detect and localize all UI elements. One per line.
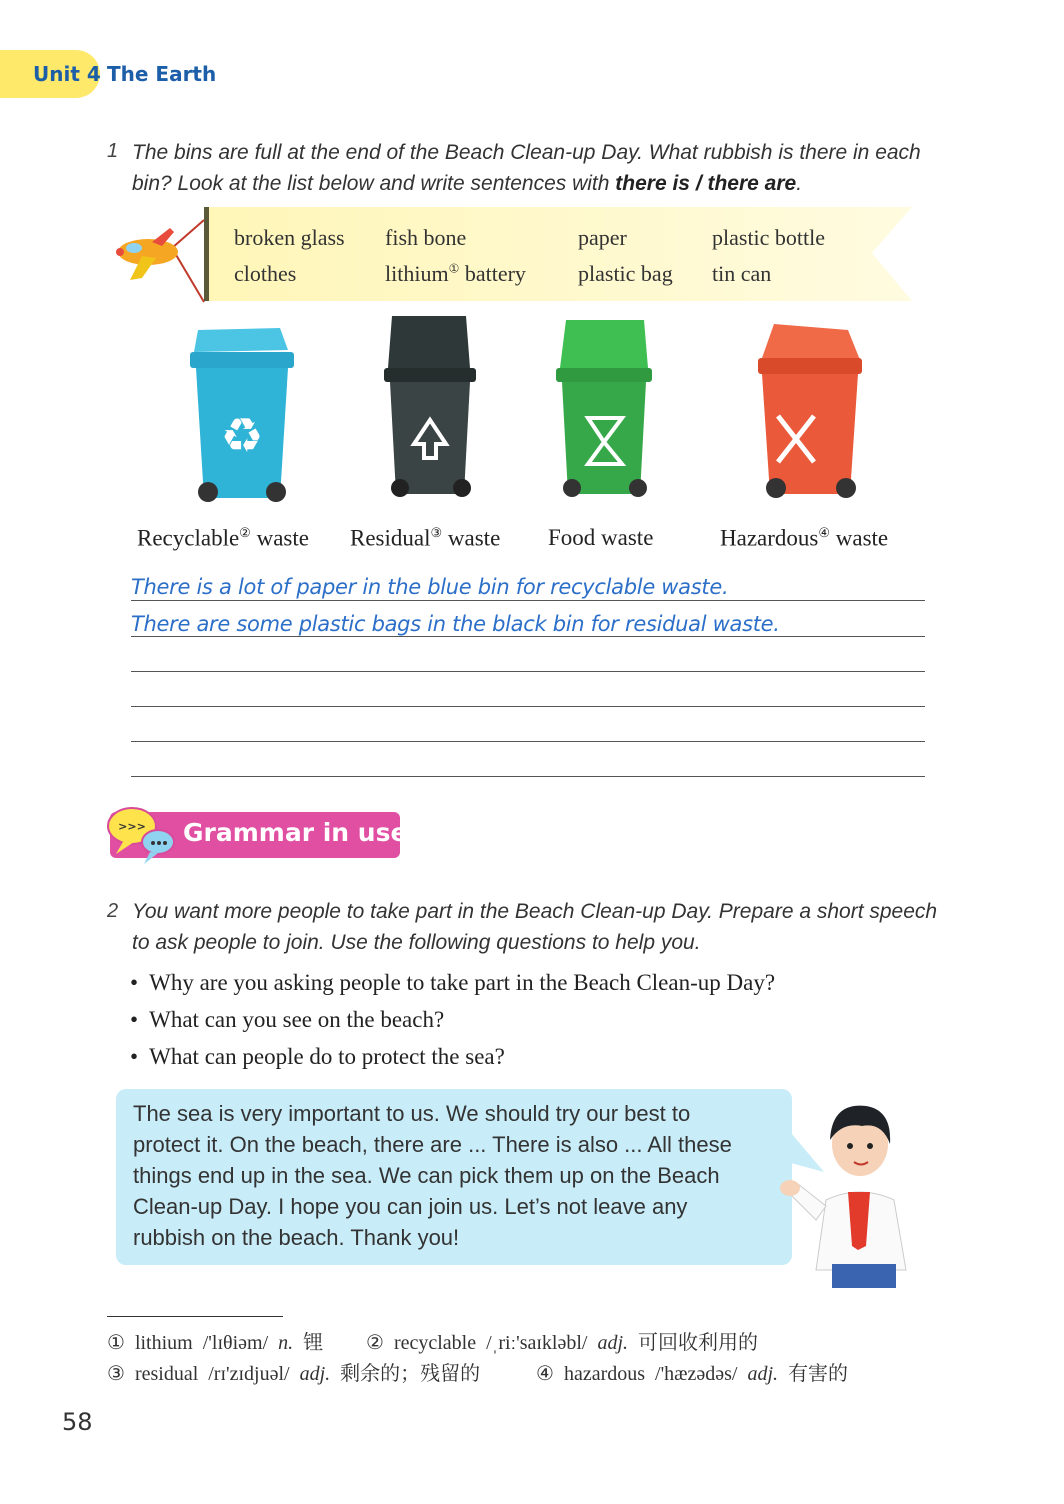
question-text: Why are you asking people to take part in the Beach Clean-up Day? [149, 970, 776, 995]
word-lithium: lithium [385, 261, 449, 286]
bin-label-hazardous [720, 525, 888, 552]
instruction-line-2 [132, 168, 921, 199]
speech-line: protect it. On the beach, there are ... There is also ... All these [133, 1132, 732, 1157]
question-text: What can you see on the beach? [149, 1007, 445, 1032]
footnote-meaning: 有害的 [788, 1363, 849, 1385]
word-item: plastic bag [578, 261, 673, 286]
word-item: plastic bottle [712, 225, 826, 250]
footnote-meaning: 可回收利用的 [638, 1332, 759, 1354]
word-item: tin can [712, 261, 772, 286]
writing-line[interactable] [131, 776, 925, 777]
word-item: clothes [234, 261, 297, 286]
recyclable-bin-icon [184, 322, 300, 512]
word-item: paper [578, 225, 627, 250]
writing-line[interactable] [131, 636, 925, 637]
footnote-word: recyclable [393, 1332, 477, 1354]
footnote-word: hazardous [563, 1363, 646, 1385]
bin-label-suffix: waste [447, 525, 501, 551]
bin-label-text: Food waste [548, 525, 654, 550]
speech-line: rubbish on the beach. Thank you! [133, 1225, 460, 1250]
footnote-ipa: /rɪ'zɪdjuəl/ [208, 1363, 290, 1385]
footnote-pos: adj. [597, 1332, 629, 1354]
svg-text:♻: ♻ [220, 408, 264, 464]
footnote-mark: ② [239, 525, 251, 540]
word-item [385, 261, 526, 287]
footnote-residual [107, 1357, 480, 1386]
footnote-ipa: /'hæzədəs/ [655, 1363, 738, 1385]
footnote-hazardous [536, 1357, 848, 1386]
word-item: fish bone [385, 225, 467, 250]
word-item: broken glass [234, 225, 345, 250]
bin-label-residual [350, 525, 500, 552]
exercise-2-number: 2 [107, 900, 119, 922]
footnote-pos: n. [278, 1332, 294, 1354]
bin-label-text: Hazardous [720, 525, 819, 551]
residual-bin-icon [380, 312, 480, 508]
footnote-lithium [107, 1326, 323, 1355]
answer-line-1: There is a lot of paper in the blue bin for recyclable waste. [131, 575, 729, 599]
hazardous-bin-icon [748, 320, 872, 506]
instruction-end: . [796, 172, 803, 195]
bin-label-food [548, 525, 653, 551]
speech-bubbles-icon [106, 804, 178, 866]
footnote-word: lithium [134, 1332, 193, 1354]
unit-label: Unit 4 [33, 62, 101, 86]
exercise-1-number: 1 [107, 140, 119, 162]
bin-label-suffix: waste [256, 525, 309, 551]
unit-title: The Earth [107, 62, 217, 86]
exercise-2-instruction [132, 896, 937, 958]
question-item: • What can you see on the beach? [130, 1007, 445, 1032]
footnote-mark: ① [107, 1332, 125, 1354]
writing-line[interactable] [131, 671, 925, 672]
footnote-ipa: /ˌriː'saɪkləbl/ [486, 1332, 588, 1354]
speech-bubble-text: >>> [118, 820, 146, 833]
footnote-mark: ② [366, 1332, 384, 1354]
speech-line: things end up in the sea. We can pick them up on the Beach [133, 1163, 720, 1188]
footnote-meaning: 剩余的；残留的 [340, 1363, 481, 1385]
footnote-recyclable [366, 1326, 758, 1355]
answer-line-2: There are some plastic bags in the black bin for residual waste. [131, 612, 780, 636]
word-box [204, 207, 914, 303]
food-waste-bin-icon [552, 316, 656, 508]
footnote-word: residual [134, 1363, 199, 1385]
writing-line[interactable] [131, 706, 925, 707]
footnote-mark: ③ [107, 1363, 125, 1385]
footnote-mark: ③ [430, 525, 443, 540]
instruction-keyword: there is / there are [615, 172, 797, 195]
question-item: • What can people do to protect the sea? [130, 1044, 505, 1069]
footnote-pos: adj. [299, 1363, 331, 1385]
instruction-line-2: to ask people to join. Use the following questions to help you. [132, 931, 701, 954]
boy-illustration [770, 1096, 936, 1290]
bin-label-text: Residual [350, 525, 431, 551]
footnote-mark: ④ [536, 1363, 554, 1385]
speech-text [133, 1098, 773, 1253]
instruction-text: bin? Look at the list below and write sentences with [132, 172, 616, 195]
speech-line: Clean-up Day. I hope you can join us. Let’s not leave any [133, 1194, 688, 1219]
bin-label-text: Recyclable [137, 525, 240, 551]
word-box-background [204, 207, 914, 303]
airplane-icon [112, 218, 208, 304]
footnote-divider [107, 1316, 283, 1317]
footnote-pos: adj. [747, 1363, 779, 1385]
footnote-ipa: /'lɪθiəm/ [202, 1332, 269, 1354]
instruction-line-1: The bins are full at the end of the Beach Clean-up Day. What rubbish is there in each [132, 141, 921, 164]
footnote-mark: ① [448, 261, 460, 276]
bin-label-recyclable [137, 525, 309, 552]
word-battery: battery [464, 261, 526, 286]
writing-line[interactable] [131, 741, 925, 742]
bin-label-suffix: waste [835, 525, 889, 551]
page-number: 58 [62, 1408, 93, 1436]
instruction-line-1: You want more people to take part in the Beach Clean-up Day. Prepare a short speech [132, 900, 938, 923]
exercise-1-instruction [132, 137, 921, 199]
question-item: • Why are you asking people to take part in the Beach Clean-up Day? [130, 970, 776, 995]
speech-line: The sea is very important to us. We should try our best to [133, 1101, 691, 1126]
grammar-banner-label: Grammar in use [183, 818, 408, 847]
writing-line[interactable] [131, 600, 925, 601]
footnote-mark: ④ [818, 525, 831, 540]
footnote-meaning: 锂 [303, 1332, 324, 1354]
question-text: What can people do to protect the sea? [149, 1044, 505, 1069]
